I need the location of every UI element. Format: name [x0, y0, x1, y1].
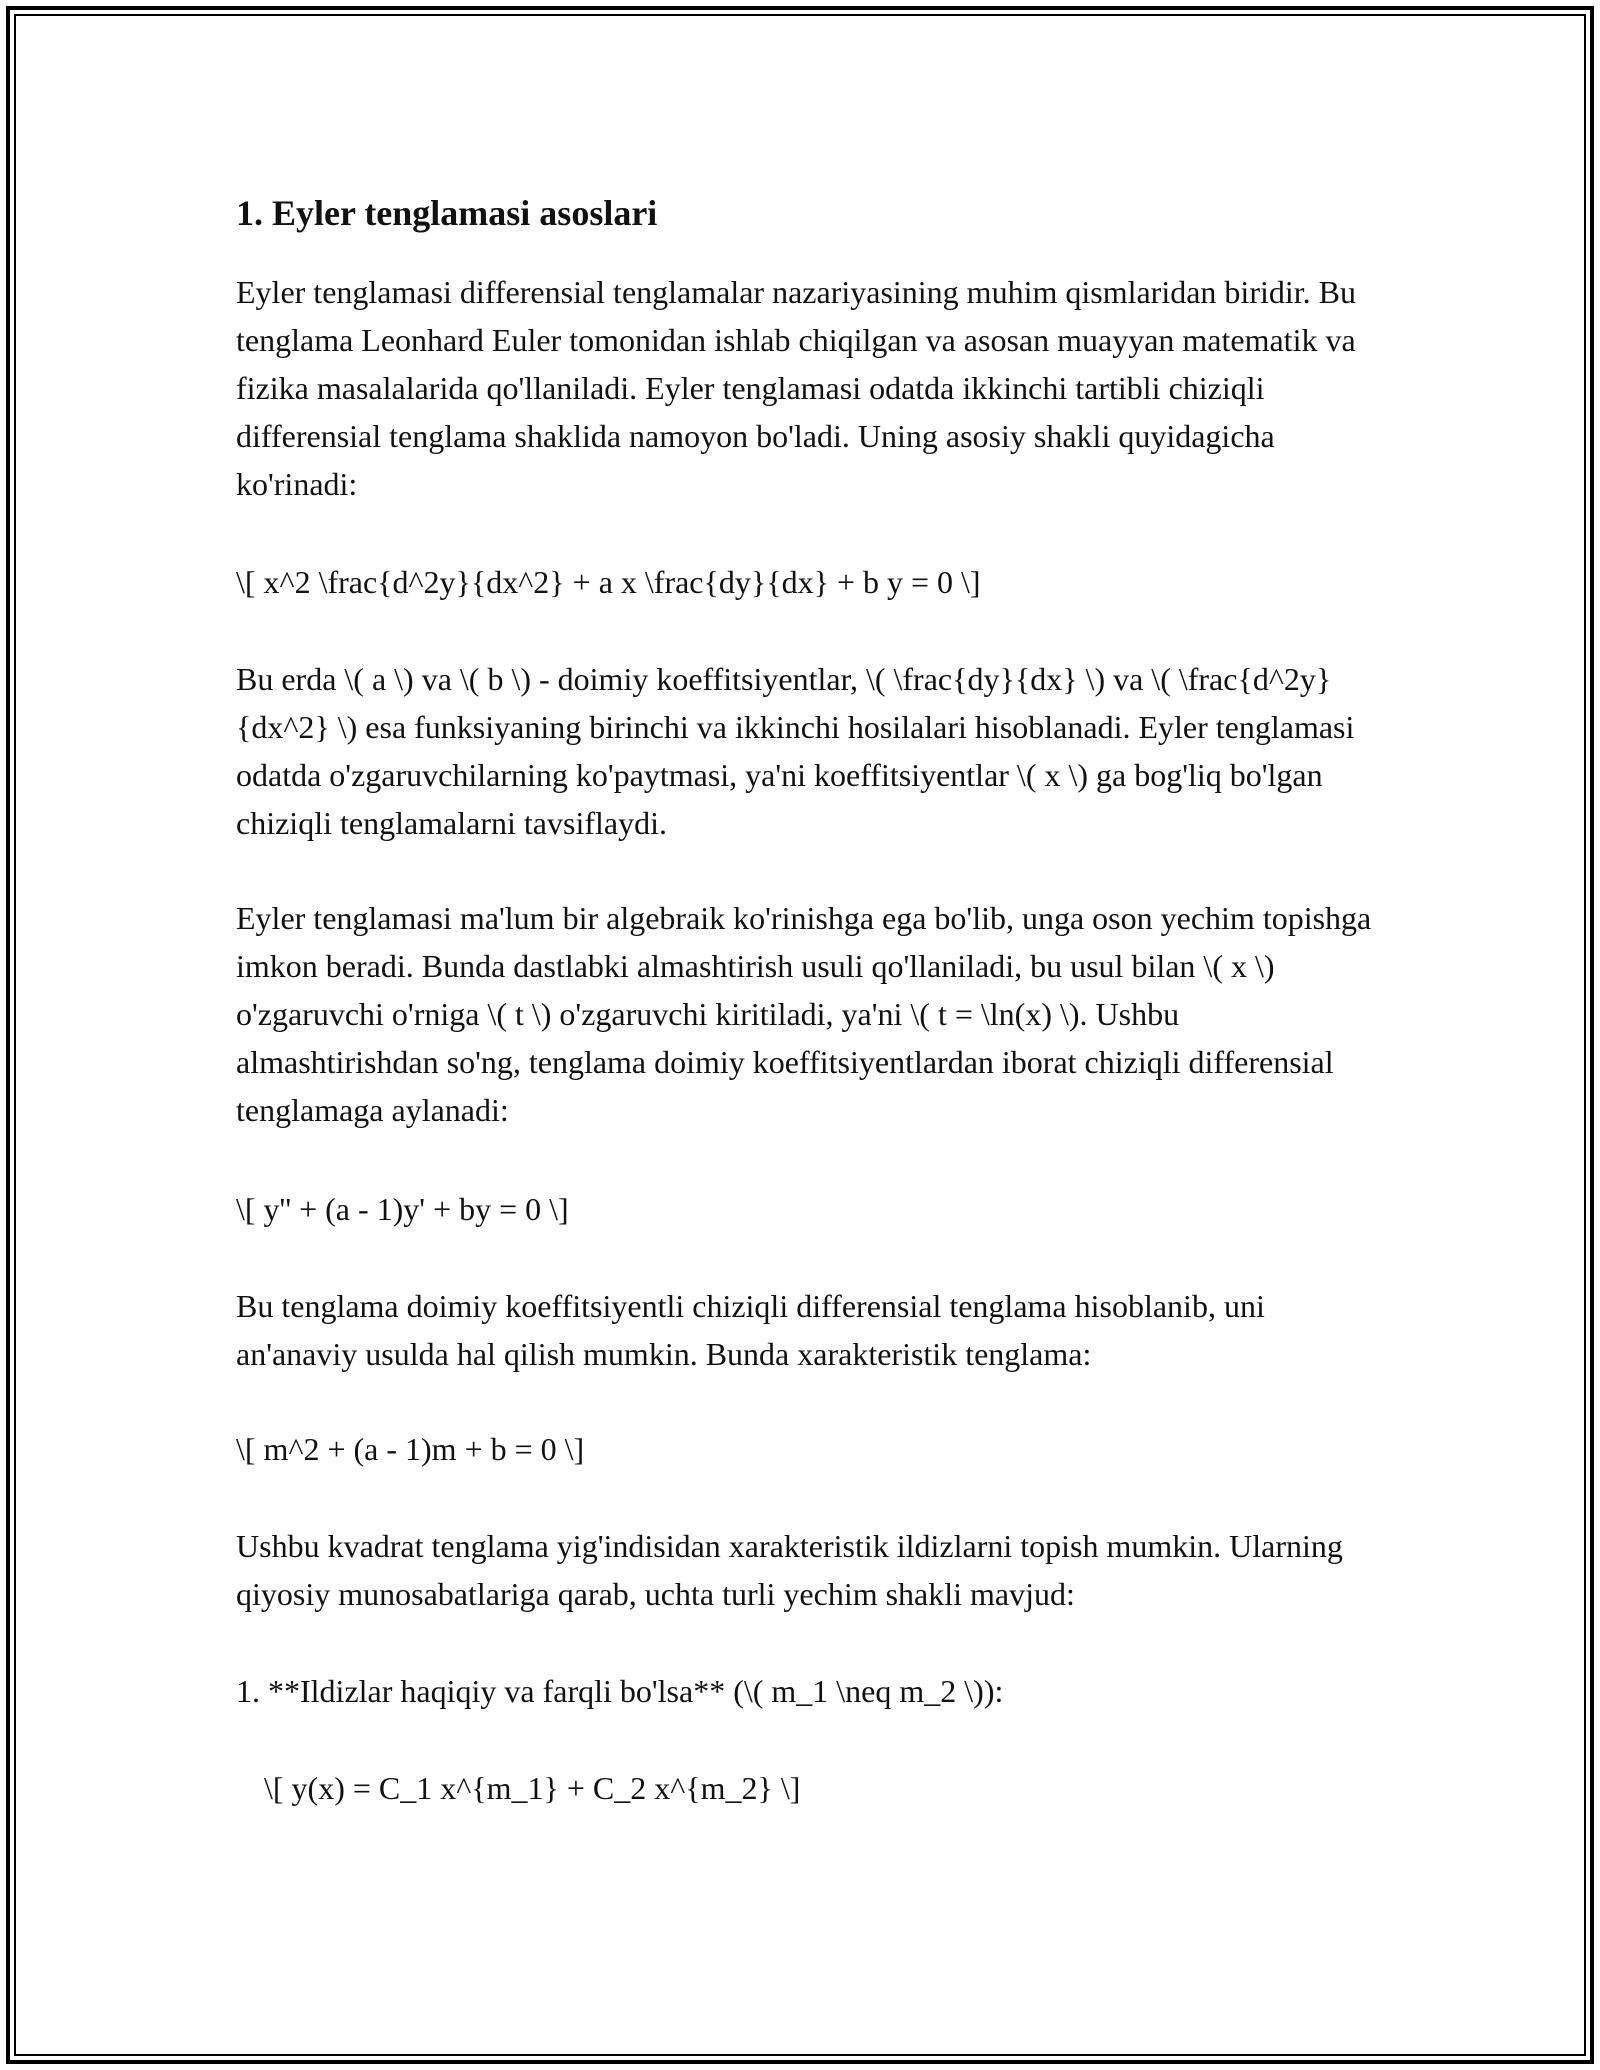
paragraph-characteristic: Bu tenglama doimiy koeffitsiyentli chiziqli differensial tenglama hisoblanib, uni an'anaviy usulda hal qilish mumkin. Bunda xarakteristik tenglama: [236, 1288, 1265, 1372]
equation-characteristic: \[ m^2 + (a - 1)m + b = 0 \] [236, 1431, 585, 1467]
equation-euler: \[ x^2 \frac{d^2y}{dx^2} + a x \frac{dy}{dx} + b y = 0 \] [236, 564, 981, 600]
section-heading: 1. Eyler tenglamasi asoslari [236, 193, 658, 233]
paragraph-roots: Ushbu kvadrat tenglama yig'indisidan xarakteristik ildizlarni topish mumkin. Ularning qiyosiy munosabatlariga qarab, uchta turli yechim shakli mavjud: [236, 1528, 1343, 1612]
document-content [236, 188, 1386, 1806]
paragraph-intro: Eyler tenglamasi differensial tenglamalar nazariyasining muhim qismlaridan biridir. Bu tenglama Leonhard Euler tomonidan ishlab chiqilgan va asosan muayyan matematik va fizika masalalarida qo'llaniladi. Eyler tenglamasi odatda ikkinchi tartibli chiziqli differensial tenglama shaklida namoyon bo'ladi. Uning asosiy shakli quyidagicha ko'rinadi: [236, 274, 1356, 502]
paragraph-substitution: Eyler tenglamasi ma'lum bir algebraik ko'rinishga ega bo'lib, unga oson yechim topishga imkon beradi. Bunda dastlabki almashtirish usuli qo'llaniladi, bu usul bilan \( x \) o'zgaruvchi o'rniga \( t \) o'zgaruvchi kiritiladi, ya'ni \( t = \ln(x) \). Ushbu almashtirishdan so'ng, tenglama doimiy koeffitsiyentlardan iborat chiziqli differensial tenglamaga aylanadi: [236, 900, 1372, 1128]
equation-transformed: \[ y'' + (a - 1)y' + by = 0 \] [236, 1191, 569, 1227]
equation-solution-case-1: \[ y(x) = C_1 x^{m_1} + C_2 x^{m_2} \] [264, 1770, 801, 1806]
paragraph-coefficients: Bu erda \( a \) va \( b \) - doimiy koeffitsiyentlar, \( \frac{dy}{dx} \) va \( \frac{d^2y}{dx^2} \) esa funksiyaning birinchi va ikkinchi hosilalari hisoblanadi. Eyler tenglamasi odatda o'zgaruvchilarning ko'paytmasi, ya'ni koeffitsiyentlar \( x \) ga bog'liq bo'lgan chiziqli tenglamalarni tavsiflaydi. [236, 661, 1355, 841]
list-item-case-1: 1. **Ildizlar haqiqiy va farqli bo'lsa** (\( m_1 \neq m_2 \)): [236, 1673, 1004, 1709]
